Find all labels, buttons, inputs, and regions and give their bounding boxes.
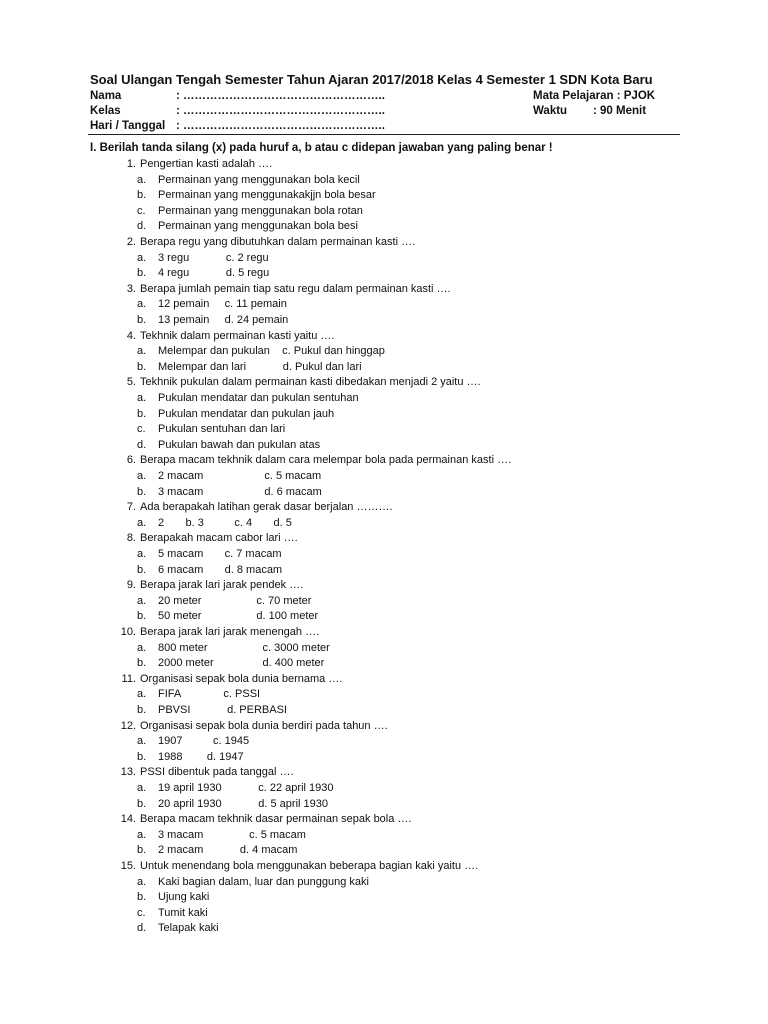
option-text: 2 macam d. 4 macam	[158, 844, 298, 857]
time-field	[533, 105, 646, 117]
option-text: Kaki bagian dalam, luar dan punggung kaki	[158, 875, 369, 888]
option-text: 1988 d. 1947	[158, 750, 244, 763]
option-text: 3 regu c. 2 regu	[158, 251, 269, 264]
question-text: Ada berapakah latihan gerak dasar berjalan ……….	[140, 501, 393, 514]
option-letter: c.	[137, 906, 146, 919]
question-item	[112, 376, 481, 388]
option-letter: a.	[137, 875, 147, 888]
question-item	[112, 579, 303, 591]
option-text: 12 pemain c. 11 pemain	[158, 298, 287, 311]
question-text: Pengertian kasti adalah ….	[140, 158, 273, 170]
option-letter: a.	[137, 345, 147, 358]
answer-option[interactable]	[137, 548, 281, 560]
date-field	[90, 120, 385, 132]
answer-option[interactable]	[137, 314, 288, 326]
answer-option[interactable]	[137, 564, 282, 576]
option-letter: a.	[137, 298, 147, 311]
option-letter: a.	[137, 392, 147, 404]
option-text: 20 meter c. 70 meter	[158, 594, 312, 607]
option-text: 3 macam c. 5 macam	[158, 828, 306, 841]
question-number: 4.	[126, 329, 136, 342]
option-letter: a.	[137, 548, 147, 560]
question-item	[112, 283, 451, 295]
option-text: Ujung kaki	[158, 891, 210, 904]
question-number: 12.	[120, 719, 136, 732]
exam-title: Soal Ulangan Tengah Semester Tahun Ajaran 2017/2018 Kelas 4 Semester 1 SDN Kota Baru	[90, 72, 653, 87]
name-label: Nama	[90, 90, 122, 102]
question-text: Berapa macam tekhnik dalam cara melempar bola pada permainan kasti ….	[140, 454, 512, 467]
header-divider	[88, 134, 680, 135]
question-number: 11.	[121, 672, 136, 685]
time-label: Waktu	[533, 105, 568, 117]
question-text: Tekhnik pukulan dalam permainan kasti dibedakan menjadi 2 yaitu ….	[140, 376, 481, 389]
answer-option[interactable]	[137, 704, 287, 716]
option-text: 13 pemain d. 24 pemain	[158, 314, 289, 326]
question-text: Berapa jarak lari jarak pendek ….	[140, 579, 304, 592]
option-letter: d.	[137, 922, 147, 935]
question-item	[112, 158, 272, 170]
answer-option[interactable]	[137, 844, 297, 856]
option-letter: b.	[137, 314, 147, 326]
option-text: Pukulan mendatar dan pukulan sentuhan	[158, 392, 359, 404]
option-text: PBVSI d. PERBASI	[158, 704, 287, 716]
answer-option[interactable]	[137, 189, 376, 201]
question-number: 10.	[120, 626, 136, 638]
class-label: Kelas	[90, 105, 121, 117]
option-letter: b.	[137, 657, 147, 670]
option-text: 20 april 1930 d. 5 april 1930	[158, 797, 328, 810]
answer-option[interactable]	[137, 486, 322, 498]
option-text: Melempar dan pukulan c. Pukul dan hinggap	[158, 345, 385, 358]
question-number: 5.	[126, 376, 136, 389]
option-letter: c.	[137, 204, 146, 217]
question-text: Berapa regu yang dibutuhkan dalam permainan kasti ….	[140, 236, 416, 248]
option-text: Permainan yang menggunakan bola rotan	[158, 204, 363, 217]
option-letter: a.	[137, 828, 147, 841]
time-value: : 90 Menit	[593, 105, 647, 117]
option-text: 5 macam c. 7 macam	[158, 548, 282, 560]
option-letter: b.	[137, 485, 147, 498]
question-text: Berapa jumlah pemain tiap satu regu dalam permainan kasti ….	[140, 282, 451, 295]
question-text: Berapa jarak lari jarak menengah ….	[140, 626, 320, 638]
option-letter: b.	[137, 360, 147, 373]
name-field	[90, 90, 385, 102]
option-letter: d.	[137, 438, 147, 451]
option-letter: a.	[137, 688, 147, 701]
answer-option[interactable]	[137, 798, 328, 810]
answer-option[interactable]	[137, 220, 358, 232]
date-label: Hari / Tanggal	[90, 120, 166, 132]
question-number: 9.	[126, 579, 136, 592]
answer-option[interactable]	[137, 642, 330, 654]
question-number: 6.	[126, 454, 136, 467]
question-item	[112, 720, 388, 732]
option-letter: b.	[137, 267, 147, 280]
option-text: Telapak kaki	[158, 922, 219, 935]
question-text: Organisasi sepak bola dunia berdiri pada tahun ….	[140, 719, 388, 732]
option-letter: c.	[137, 423, 146, 436]
question-number: 8.	[126, 532, 136, 545]
answer-option[interactable]	[137, 891, 209, 903]
option-letter: b.	[137, 704, 147, 716]
question-text: Berapa macam tekhnik dasar permainan sepak bola ….	[140, 813, 412, 826]
answer-option[interactable]	[137, 470, 321, 482]
question-text: Berapakah macam cabor lari ….	[140, 532, 298, 545]
option-text: 800 meter c. 3000 meter	[158, 641, 330, 654]
answer-option[interactable]	[137, 345, 385, 357]
option-text: 19 april 1930 c. 22 april 1930	[158, 782, 334, 794]
answer-option[interactable]	[137, 298, 287, 310]
class-value: : ……………………………………………..	[176, 105, 385, 117]
answer-option[interactable]	[137, 205, 363, 217]
option-letter: b.	[137, 750, 147, 763]
option-letter: b.	[137, 797, 147, 810]
answer-option[interactable]	[137, 907, 208, 919]
answer-option[interactable]	[137, 595, 311, 607]
answer-option[interactable]	[137, 735, 249, 747]
question-text: PSSI dibentuk pada tanggal ….	[140, 766, 294, 779]
answer-option[interactable]	[137, 657, 324, 669]
answer-option[interactable]	[137, 174, 360, 186]
answer-option[interactable]	[137, 361, 362, 373]
option-letter: b.	[137, 891, 147, 904]
answer-option[interactable]	[137, 267, 269, 279]
question-text: Tekhnik dalam permainan kasti yaitu ….	[140, 329, 335, 342]
class-field	[90, 105, 385, 117]
date-value: : ……………………………………………..	[176, 120, 385, 132]
answer-option[interactable]	[137, 688, 260, 700]
option-text: Pukulan bawah dan pukulan atas	[158, 438, 321, 451]
answer-option[interactable]	[137, 782, 334, 794]
option-text: 4 regu d. 5 regu	[158, 267, 270, 280]
name-value: : ……………………………………………..	[176, 90, 385, 102]
option-text: 50 meter d. 100 meter	[158, 610, 319, 623]
option-letter: a.	[137, 735, 147, 748]
question-number: 1.	[126, 158, 136, 170]
question-item	[112, 236, 415, 248]
option-letter: b.	[137, 610, 147, 623]
option-letter: b.	[137, 563, 147, 576]
subject-field: Mata Pelajaran : PJOK	[533, 90, 656, 102]
answer-option[interactable]	[137, 252, 269, 264]
answer-option[interactable]	[137, 439, 320, 451]
question-number: 15.	[120, 860, 136, 872]
option-text: 2 macam c. 5 macam	[158, 470, 322, 482]
answer-option[interactable]	[137, 392, 359, 404]
answer-option[interactable]	[137, 751, 244, 763]
option-text: Pukulan sentuhan dan lari	[158, 423, 286, 436]
question-text: Untuk menendang bola menggunakan beberapa bagian kaki yaitu ….	[140, 860, 479, 872]
option-text: Pukulan mendatar dan pukulan jauh	[158, 407, 335, 420]
option-text: 2000 meter d. 400 meter	[158, 657, 325, 670]
option-text: Permainan yang menggunakan bola besi	[158, 220, 358, 233]
option-letter: a.	[137, 641, 147, 654]
answer-option[interactable]	[137, 876, 369, 888]
answer-option[interactable]	[137, 517, 292, 529]
option-text: FIFA c. PSSI	[158, 688, 261, 701]
question-number: 3.	[126, 282, 136, 295]
option-letter: a.	[137, 594, 147, 607]
answer-option[interactable]	[137, 610, 318, 622]
option-letter: b.	[137, 189, 147, 202]
option-text: Tumit kaki	[158, 906, 208, 919]
option-text: Permainan yang menggunakakjjn bola besar	[158, 189, 376, 202]
option-text: 2 b. 3 c. 4 d. 5	[158, 516, 292, 529]
option-letter: a.	[137, 251, 147, 264]
section-instruction: I. Berilah tanda silang (x) pada huruf a, b atau c didepan jawaban yang paling benar !	[90, 142, 553, 154]
answer-option[interactable]	[137, 408, 334, 420]
option-letter: b.	[137, 407, 147, 420]
option-letter: a.	[137, 173, 147, 186]
answer-option[interactable]	[137, 922, 219, 934]
option-text: 6 macam d. 8 macam	[158, 563, 283, 576]
option-letter: d.	[137, 220, 147, 233]
question-item	[112, 626, 319, 638]
option-letter: b.	[137, 844, 147, 857]
option-letter: a.	[137, 516, 147, 529]
option-text: 1907 c. 1945	[158, 735, 250, 748]
question-item	[112, 454, 511, 466]
question-item	[112, 860, 478, 872]
question-number: 2.	[126, 236, 136, 248]
question-number: 14.	[120, 813, 136, 826]
option-letter: a.	[137, 470, 147, 482]
option-text: 3 macam d. 6 macam	[158, 485, 322, 498]
question-text: Organisasi sepak bola dunia bernama ….	[140, 672, 343, 685]
option-text: Permainan yang menggunakan bola kecil	[158, 173, 360, 186]
option-text: Melempar dan lari d. Pukul dan lari	[158, 360, 362, 373]
question-item	[112, 532, 298, 544]
question-item	[112, 673, 342, 685]
question-item	[112, 813, 411, 825]
question-item	[112, 501, 393, 513]
answer-option[interactable]	[137, 423, 285, 435]
question-item	[112, 330, 334, 342]
answer-option[interactable]	[137, 829, 306, 841]
question-number: 7.	[126, 501, 136, 514]
question-item	[112, 766, 294, 778]
option-letter: a.	[137, 782, 147, 794]
question-number: 13.	[120, 766, 136, 779]
